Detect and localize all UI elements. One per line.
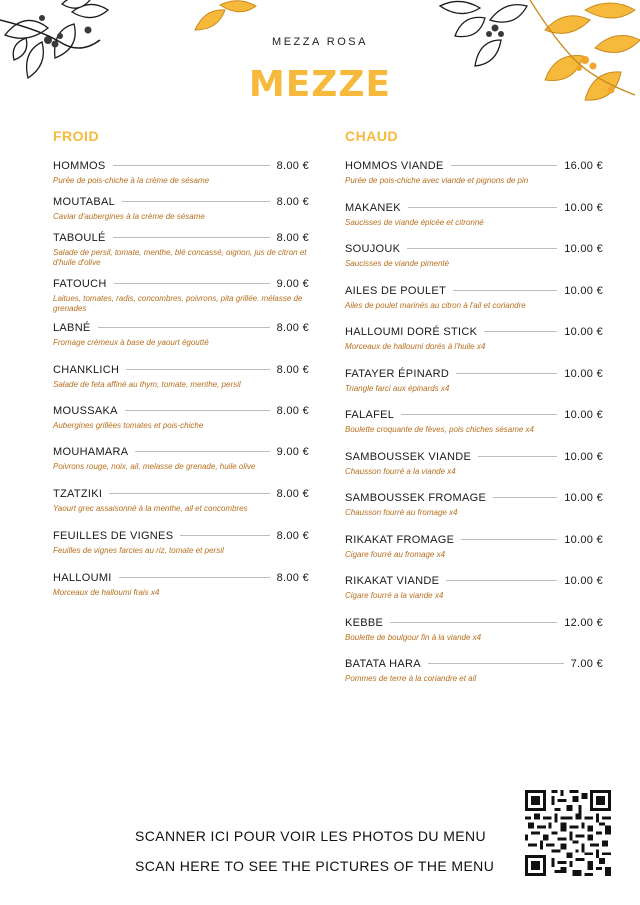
chaud-title: CHAUD bbox=[345, 128, 399, 144]
menu-item bbox=[345, 492, 603, 534]
dotted-leader bbox=[456, 373, 557, 374]
menu-item bbox=[53, 196, 309, 232]
dotted-leader bbox=[428, 663, 564, 664]
item-price: 10.00 € bbox=[564, 409, 603, 421]
item-name: HALLOUMI bbox=[53, 572, 112, 584]
item-name: HOMMOS bbox=[53, 160, 106, 172]
item-description: Boulette croquante de fèves, pois chiches sésame x4 bbox=[345, 425, 534, 434]
item-name: RIKAKAT FROMAGE bbox=[345, 533, 455, 546]
menu-item bbox=[345, 534, 603, 576]
menu-item bbox=[345, 285, 603, 327]
page-title: MEZZE bbox=[248, 64, 392, 105]
dotted-leader bbox=[390, 622, 557, 623]
menu-item bbox=[345, 243, 603, 285]
menu-item bbox=[53, 278, 309, 322]
item-description: Saucisses de viande épicée et citronné bbox=[345, 217, 484, 227]
item-price: 9.00 € bbox=[276, 446, 309, 458]
item-description: Saucisses de viande pimenté bbox=[345, 259, 450, 268]
item-price: 10.00 € bbox=[564, 367, 603, 380]
dotted-leader bbox=[114, 283, 270, 284]
item-description: Yaourt grec assaisonné à la menthe, ail et concombres bbox=[53, 504, 248, 513]
item-price: 8.00 € bbox=[276, 405, 309, 417]
item-description: Pommes de terre à la coriandre et ail bbox=[345, 674, 477, 683]
item-price: 10.00 € bbox=[564, 201, 603, 214]
item-price: 10.00 € bbox=[564, 326, 603, 338]
menu-item bbox=[345, 326, 603, 368]
item-name: FATOUCH bbox=[53, 278, 107, 290]
menu-item bbox=[53, 232, 309, 278]
froid-title: FROID bbox=[53, 128, 100, 144]
item-description: Chausson fourré a la viande x4 bbox=[345, 466, 456, 476]
item-description: Purée de pois-chiche à la crème de sésame bbox=[53, 176, 210, 185]
item-price: 8.00 € bbox=[276, 488, 309, 500]
dotted-leader bbox=[113, 237, 270, 238]
dotted-leader bbox=[484, 331, 557, 332]
item-price: 10.00 € bbox=[564, 575, 603, 587]
froid-section bbox=[53, 128, 309, 608]
dotted-leader bbox=[493, 497, 557, 498]
item-description: Cigare fourré a la viande x4 bbox=[345, 591, 444, 600]
item-name: MOUTABAL bbox=[53, 196, 116, 208]
item-price: 7.00 € bbox=[570, 658, 603, 670]
dotted-leader bbox=[113, 165, 270, 166]
dotted-leader bbox=[98, 327, 270, 328]
item-description: Chausson fourré au fromage x4 bbox=[345, 508, 458, 517]
dotted-leader bbox=[453, 290, 557, 291]
scan-text-french: SCANNER ICI POUR VOIR LES PHOTOS DU MENU bbox=[135, 828, 487, 844]
item-price: 12.00 € bbox=[564, 616, 603, 629]
item-price: 10.00 € bbox=[564, 492, 603, 504]
item-name: KEBBE bbox=[345, 616, 384, 629]
item-price: 9.00 € bbox=[276, 278, 309, 290]
item-description: Salade de feta affiné au thym, tomate, menthe, persil bbox=[53, 380, 241, 389]
menu-item bbox=[53, 160, 309, 196]
dotted-leader bbox=[125, 410, 270, 411]
item-price: 8.00 € bbox=[276, 196, 309, 208]
dotted-leader bbox=[407, 248, 557, 249]
item-name: SAMBOUSSEK VIANDE bbox=[345, 450, 472, 463]
qr-code-icon[interactable] bbox=[525, 790, 611, 876]
item-description: Feuilles de vignes farcies au riz, tomate et persil bbox=[53, 546, 224, 555]
dotted-leader bbox=[180, 535, 269, 536]
item-price: 10.00 € bbox=[564, 450, 603, 463]
item-description: Caviar d'aubergines à la crème de sésame bbox=[53, 212, 205, 221]
item-name: LABNÉ bbox=[53, 322, 91, 334]
item-price: 8.00 € bbox=[276, 160, 309, 172]
dotted-leader bbox=[126, 369, 269, 370]
item-name: RIKAKAT VIANDE bbox=[345, 575, 440, 587]
item-name: FEUILLES DE VIGNES bbox=[53, 530, 174, 542]
item-name: TABOULÉ bbox=[53, 232, 106, 244]
menu-item bbox=[345, 160, 603, 202]
item-name: FALAFEL bbox=[345, 409, 395, 421]
dotted-leader bbox=[408, 207, 557, 208]
chaud-section bbox=[345, 128, 603, 700]
item-description: Aubergines grillées tomates et pois-chiche bbox=[53, 421, 204, 430]
item-name: MOUHAMARA bbox=[53, 446, 129, 458]
item-description: Ailes de poulet marinés au citron à l'ail et coriandre bbox=[345, 300, 526, 310]
item-price: 10.00 € bbox=[564, 243, 603, 255]
dotted-leader bbox=[451, 165, 558, 166]
menu-item bbox=[53, 364, 309, 405]
dotted-leader bbox=[478, 456, 557, 457]
item-description: Fromage crémeux à base de yaourt égoutté bbox=[53, 338, 209, 347]
dotted-leader bbox=[119, 577, 270, 578]
dotted-leader bbox=[446, 580, 557, 581]
item-description: Triangle farci aux épinards x4 bbox=[345, 383, 450, 393]
item-price: 10.00 € bbox=[564, 533, 603, 546]
item-description: Morceaux de halloumi frais x4 bbox=[53, 588, 160, 597]
menu-item bbox=[53, 488, 309, 530]
scan-text-english: SCAN HERE TO SEE THE PICTURES OF THE MENU bbox=[135, 858, 495, 874]
item-description: Poivrons rouge, noix, ail, melasse de grenade, huile olive bbox=[53, 462, 256, 471]
dotted-leader bbox=[461, 539, 557, 540]
item-price: 8.00 € bbox=[276, 364, 309, 376]
dotted-leader bbox=[401, 414, 557, 415]
item-price: 8.00 € bbox=[276, 530, 309, 542]
item-description: Salade de persil, tomate, menthe, blé concassé, oignon, jus de citron et d'huile d'olive bbox=[53, 248, 307, 267]
item-description: Morceaux de halloumi dorés à l'huile x4 bbox=[345, 342, 486, 351]
item-description: Purée de pois-chiche avec viande et pignons de pin bbox=[345, 176, 529, 185]
menu-item bbox=[53, 530, 309, 572]
item-description: Boulette de boulgour fin à la viande x4 bbox=[345, 632, 482, 642]
item-price: 16.00 € bbox=[564, 160, 603, 172]
menu-item bbox=[345, 658, 603, 700]
item-name: SOUJOUK bbox=[345, 243, 401, 255]
menu-item bbox=[345, 409, 603, 451]
menu-item bbox=[53, 572, 309, 608]
item-price: 10.00 € bbox=[564, 284, 603, 297]
menu-item bbox=[53, 446, 309, 488]
dotted-leader bbox=[135, 451, 269, 452]
item-name: HOMMOS VIANDE bbox=[345, 160, 444, 172]
item-price: 8.00 € bbox=[276, 322, 309, 334]
item-name: FATAYER ÉPINARD bbox=[345, 367, 450, 380]
botanical-illustration-top-center bbox=[190, 0, 260, 35]
menu-item bbox=[345, 575, 603, 617]
restaurant-name: MEZZA ROSA bbox=[272, 36, 368, 48]
menu-item bbox=[53, 322, 309, 364]
item-price: 8.00 € bbox=[276, 232, 309, 244]
item-name: SAMBOUSSEK FROMAGE bbox=[345, 492, 487, 504]
item-description: Laitues, tomates, radis, concombres, poivrons, pita grillée. mélasse de grenades bbox=[53, 294, 303, 313]
dotted-leader bbox=[109, 493, 269, 494]
menu-item bbox=[53, 405, 309, 446]
menu-item bbox=[345, 202, 603, 244]
item-name: TZATZIKI bbox=[53, 488, 103, 500]
menu-item bbox=[345, 617, 603, 659]
dotted-leader bbox=[122, 201, 270, 202]
item-name: MOUSSAKA bbox=[53, 405, 118, 417]
item-name: MAKANEK bbox=[345, 201, 401, 214]
item-name: AILES DE POULET bbox=[345, 284, 447, 297]
item-description: Cigare fourré au fromage x4 bbox=[345, 549, 446, 559]
menu-item bbox=[345, 451, 603, 493]
menu-item bbox=[345, 368, 603, 410]
item-name: HALLOUMI DORÉ STICK bbox=[345, 326, 478, 338]
item-name: BATATA HARA bbox=[345, 658, 421, 670]
item-name: CHANKLICH bbox=[53, 364, 120, 376]
item-price: 8.00 € bbox=[276, 572, 309, 584]
